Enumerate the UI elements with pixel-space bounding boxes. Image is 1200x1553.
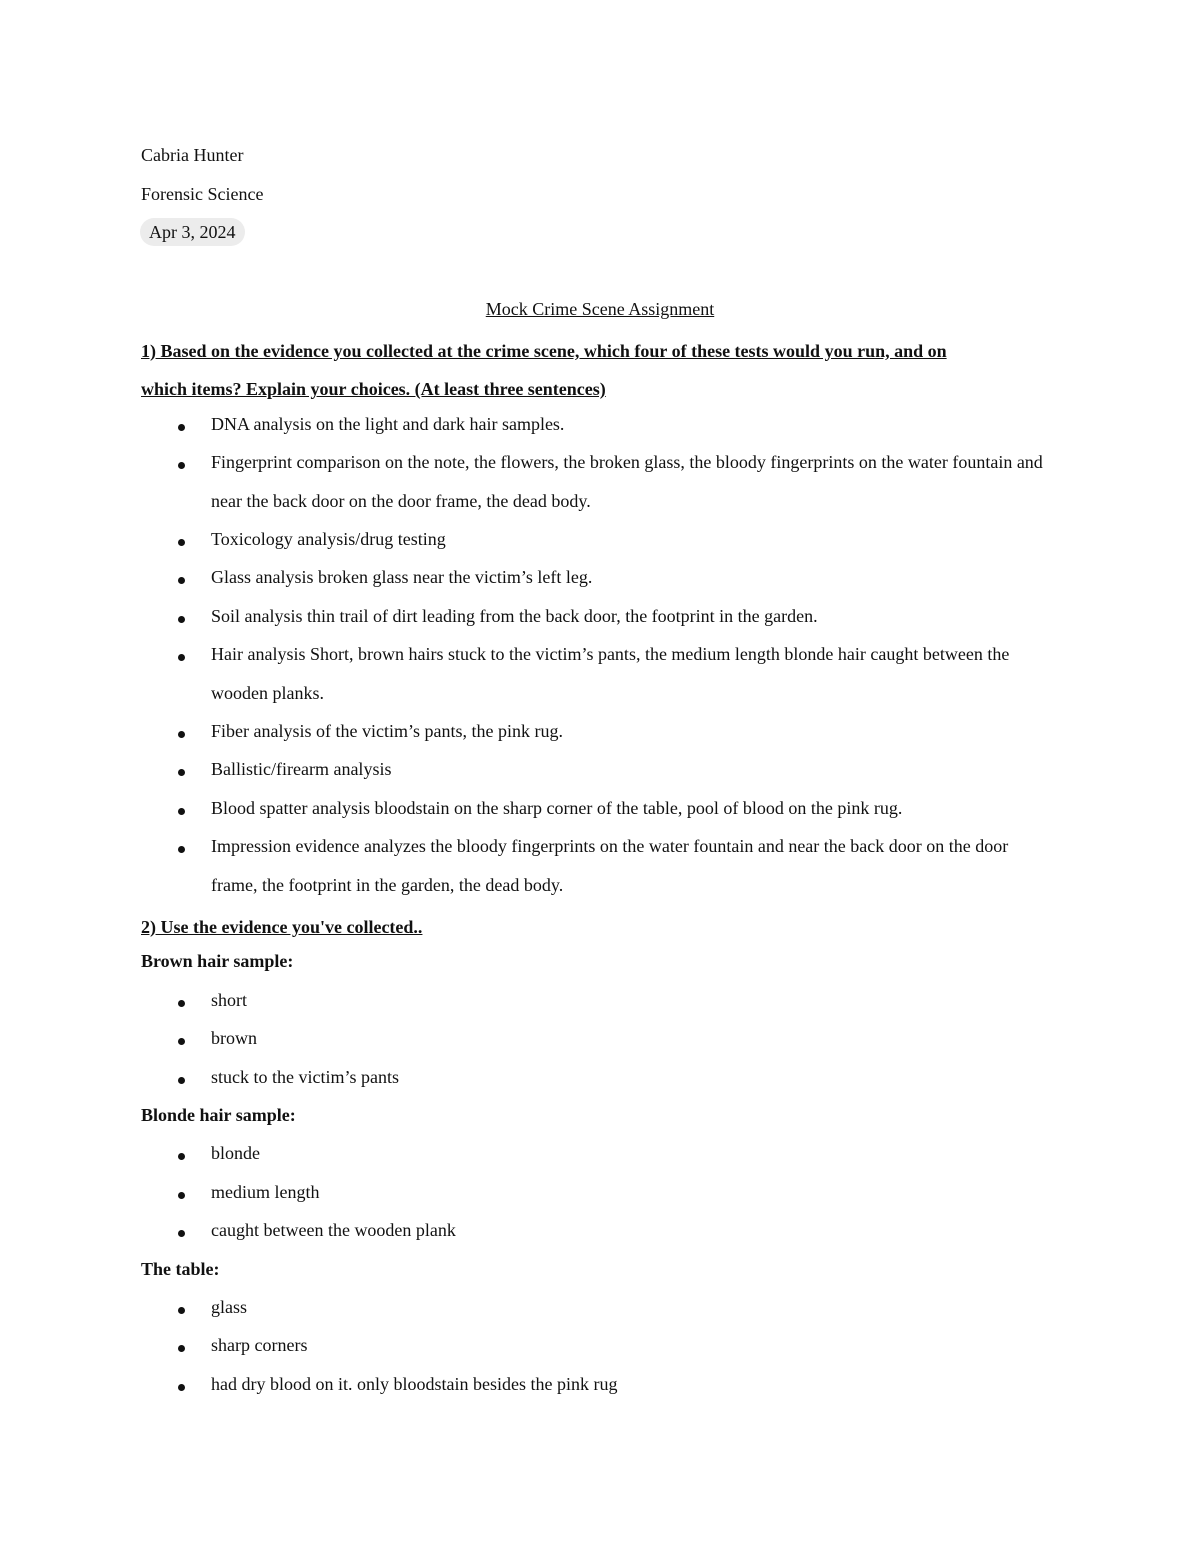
blonde-hair-label: Blonde hair sample: (141, 1105, 296, 1125)
list-item: Blood spatter analysis bloodstain on the sharp corner of the table, pool of blood on the pink rug. (141, 793, 1051, 831)
question-1-answer-list (141, 409, 1051, 908)
bullet-icon (178, 616, 185, 623)
brown-hair-label: Brown hair sample: (141, 951, 294, 972)
list-item: short (141, 985, 1051, 1023)
list-item: Toxicology analysis/drug testing (141, 524, 1051, 562)
document-page (141, 140, 1051, 1407)
bullet-icon (178, 462, 185, 469)
brown-hair-list (141, 985, 1051, 1100)
list-item: brown (141, 1023, 1051, 1061)
list-item: DNA analysis on the light and dark hair samples. (141, 409, 1051, 447)
bullet-icon (178, 808, 185, 815)
table-label: The table: (141, 1258, 220, 1279)
list-item: Impression evidence analyzes the bloody fingerprints on the water fountain and near the back door on the door frame, the footprint in the garden, the dead body. (141, 831, 1051, 908)
bullet-icon (178, 1345, 185, 1352)
author-name: Cabria Hunter (141, 145, 244, 165)
date-chip[interactable]: Apr 3, 2024 (140, 218, 245, 246)
list-item: Fiber analysis of the victim’s pants, the pink rug. (141, 716, 1051, 754)
list-item: Fingerprint comparison on the note, the flowers, the broken glass, the bloody fingerprints on the water fountain and near the back door on the door frame, the dead body. (141, 447, 1051, 524)
bullet-icon (178, 539, 185, 546)
date-line (141, 217, 1051, 256)
blank-line (141, 256, 1051, 294)
bullet-icon (178, 1153, 185, 1160)
list-item: Ballistic/firearm analysis (141, 754, 1051, 792)
blonde-hair-list (141, 1138, 1051, 1253)
table-list (141, 1292, 1051, 1407)
list-item: glass (141, 1292, 1051, 1330)
bullet-icon (178, 577, 185, 584)
list-item: caught between the wooden plank (141, 1215, 1051, 1253)
question-2-prompt: 2) Use the evidence you've collected.. (141, 916, 423, 937)
bullet-icon (178, 1230, 185, 1237)
bullet-icon (178, 1192, 185, 1199)
bullet-icon (178, 769, 185, 776)
bullet-icon (178, 424, 185, 431)
list-item: medium length (141, 1177, 1051, 1215)
list-item: Glass analysis broken glass near the victim’s left leg. (141, 562, 1051, 600)
list-item: blonde (141, 1138, 1051, 1176)
bullet-icon (178, 731, 185, 738)
bullet-icon (178, 846, 185, 853)
bullet-icon (178, 1077, 185, 1084)
list-item: sharp corners (141, 1330, 1051, 1368)
bullet-icon (178, 1307, 185, 1314)
course-name: Forensic Science (141, 183, 264, 204)
bullet-icon (178, 1038, 185, 1045)
bullet-icon (178, 1384, 185, 1391)
list-item: Hair analysis Short, brown hairs stuck to the victim’s pants, the medium length blonde hair caught between the wooden planks. (141, 639, 1051, 716)
list-item: stuck to the victim’s pants (141, 1062, 1051, 1100)
list-item: Soil analysis thin trail of dirt leading from the back door, the footprint in the garden. (141, 601, 1051, 639)
bullet-icon (178, 1000, 185, 1007)
bullet-icon (178, 654, 185, 661)
list-item: had dry blood on it. only bloodstain besides the pink rug (141, 1369, 1051, 1407)
assignment-title: Mock Crime Scene Assignment (485, 298, 715, 319)
question-1-prompt: 1) Based on the evidence you collected at the crime scene, which four of these tests would you run, and on which items? Explain your choices. (At least three sentences) (141, 340, 947, 400)
